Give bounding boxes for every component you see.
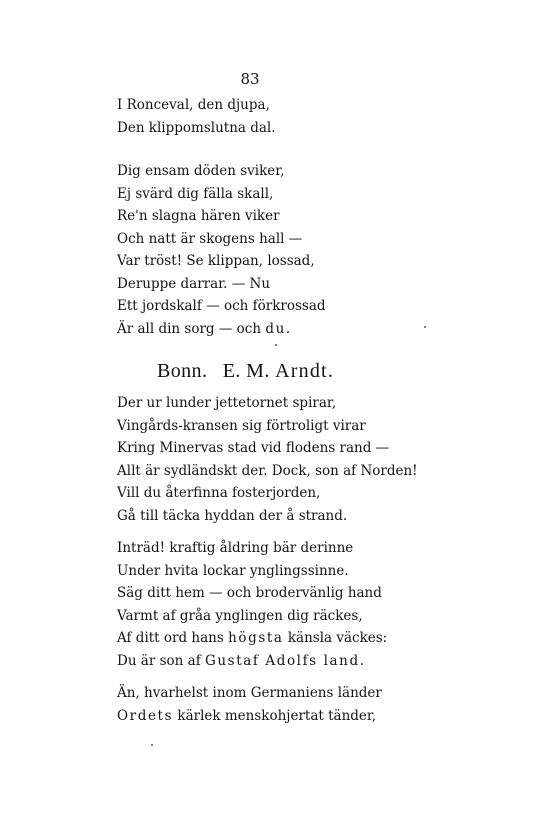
verse-line: Kring Minervas stad vid flodens rand — <box>117 440 390 456</box>
author-initials: E. M. <box>222 360 270 382</box>
verse-line: Gå till täcka hyddan der å strand. <box>117 507 348 524</box>
verse-line-text: känsla väckes: <box>283 630 388 646</box>
spaced-word: Ordets <box>117 707 174 724</box>
verse-line: Var tröst! Se klippan, lossad, <box>117 253 315 269</box>
stanza-4 <box>117 537 387 672</box>
verse-line: Den klippomslutna dal. <box>117 119 276 136</box>
paper-speck <box>275 344 277 346</box>
spaced-word: Gustaf Adolfs land <box>204 652 360 669</box>
spaced-word: högsta <box>228 630 284 646</box>
stanza-5 <box>117 682 382 727</box>
verse-line: I Ronceval, den djupa, <box>117 97 270 113</box>
verse-line: Inträd! kraftig åldring bär derinne <box>117 540 354 556</box>
spaced-word: du. <box>265 320 292 337</box>
verse-line: Allt är sydländskt der. Dock, son af Norden! <box>117 462 418 479</box>
verse-line-text: Är all din sorg — och <box>117 320 266 337</box>
verse-line: Än, hvarhelst inom Germaniens länder <box>117 685 382 701</box>
heading-place: Bonn. <box>157 360 208 382</box>
verse-line-text: Du är son af <box>117 652 205 669</box>
verse-line-text: Af ditt ord hans <box>117 630 229 646</box>
verse-line: Och natt är skogens hall — <box>117 230 303 247</box>
verse-line: Deruppe darrar. — Nu <box>117 275 271 292</box>
verse-line: Vingårds-kransen sig förtroligt virar <box>117 417 366 434</box>
stanza-3 <box>117 392 418 527</box>
stanza-1 <box>117 94 276 139</box>
stanza-2 <box>117 160 326 340</box>
verse-line: Varmt af gråa ynglingen dig räckes, <box>117 607 363 624</box>
verse-line: Der ur lunder jettetornet spirar, <box>117 395 337 411</box>
verse-line-text: kärlek menskohjertat tänder, <box>173 707 377 724</box>
verse-line: Vill du återfinna fosterjorden, <box>117 485 321 501</box>
verse-line: Dig ensam döden sviker, <box>117 163 285 179</box>
verse-line <box>117 318 326 341</box>
author-surname: Arndt. <box>275 360 335 382</box>
paper-speck <box>424 326 426 328</box>
verse-line <box>117 627 387 650</box>
verse-line <box>117 650 387 673</box>
poem-heading <box>157 360 334 383</box>
verse-line: Under hvita lockar ynglingssinne. <box>117 562 349 579</box>
verse-line: Re'n slagna hären viker <box>117 208 280 224</box>
verse-line: Ett jordskalf — och förkrossad <box>117 298 326 314</box>
verse-line: Ej svärd dig fälla skall, <box>117 185 274 202</box>
verse-line <box>117 705 382 728</box>
heading-author <box>223 360 334 382</box>
page-number: 83 <box>240 70 260 88</box>
verse-line-text: . <box>359 652 365 669</box>
verse-line: Säg ditt hem — och brodervänlig hand <box>117 585 382 601</box>
paper-speck <box>151 744 153 746</box>
